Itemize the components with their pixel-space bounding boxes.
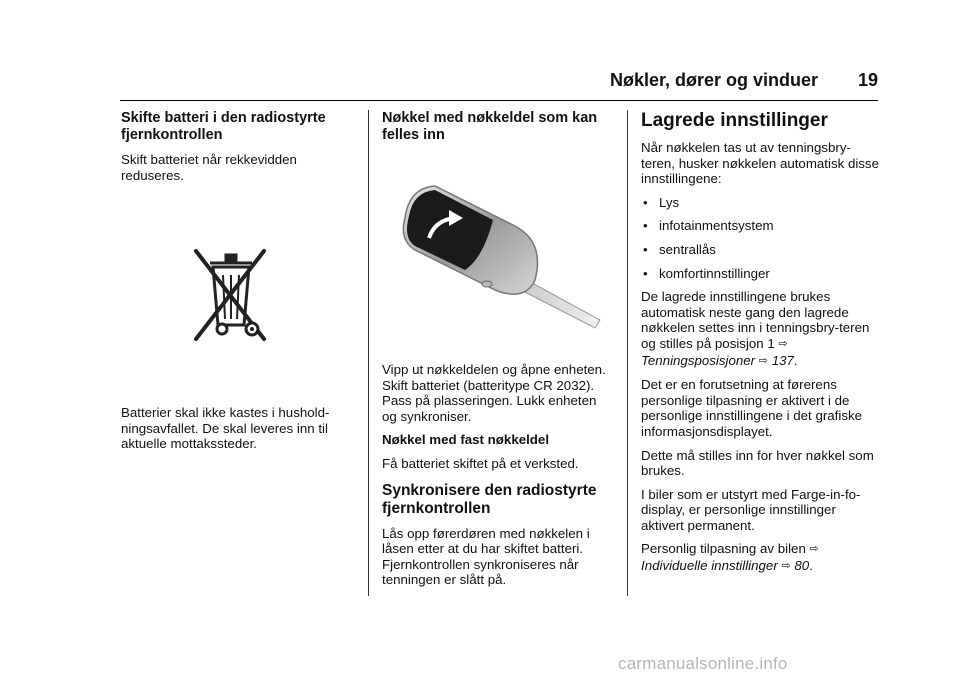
personalization-ref-text: Personlig tilpasning av bilen ⇨ Individuelle innstillinger ⇨ 80. xyxy=(641,541,819,574)
column-divider-1 xyxy=(368,110,369,596)
sync-text: Lås opp førerdøren med nøkkelen i låsen etter at du har skiftet batteri. Fjernkontrollen synkroniseres når tenningen er slått på. xyxy=(382,525,590,588)
sync-heading: Synkronisere den radiostyrte fjernkontrollen xyxy=(382,481,597,517)
bullet: • xyxy=(643,194,648,210)
settings-list xyxy=(641,195,881,281)
foldable-key-instructions: Vipp ut nøkkeldelen og åpne enheten. Skift batteriet (batteritype CR 2032). Pass på plasseringen. Lukk enheten og synkroniser. xyxy=(382,362,606,424)
column-3 xyxy=(641,110,881,583)
header-title: Nøkler, dører og vinduer xyxy=(609,70,818,90)
battery-intro: Skift batteriet når rekkevidden reduseres. xyxy=(121,152,297,183)
foldable-key-heading: Nøkkel med nøkkeldel som kan felles inn xyxy=(382,110,598,143)
list-item: • Lys xyxy=(643,194,680,210)
individual-settings-link[interactable]: Individuelle innstillinger xyxy=(641,558,778,574)
page-number: 19 xyxy=(857,70,878,90)
crossed-bin-icon xyxy=(190,245,270,345)
saved-settings-intro: Når nøkkelen tas ut av tenningsbry-teren, husker nøkkelen automatisk disse innstillingene: xyxy=(641,140,879,187)
per-key-text: Dette må stilles inn for hver nøkkel som brukes. xyxy=(641,447,874,479)
list-item: • infotainmentsystem xyxy=(643,218,774,234)
column-divider-2 xyxy=(627,110,628,596)
prerequisite-text: Det er en forutsetning at førerens personlige tilpasning er aktivert i de personlige innstillingene i det grafiske informasjonsdisplayet. xyxy=(641,377,863,439)
ignition-positions-link[interactable]: Tenningsposisjoner xyxy=(641,352,756,368)
bullet: • xyxy=(643,265,648,281)
color-info-text: I biler som er utstyrt med Farge-in-fo-display, er personlige innstillinger aktivert permanent. xyxy=(641,486,861,533)
key-fob-illustration xyxy=(395,180,605,330)
watermark: carmanualsonline.info xyxy=(618,654,788,673)
reference-arrow-icon: ⇨ xyxy=(809,543,819,556)
fixed-key-heading: Nøkkel med fast nøkkeldel xyxy=(382,432,550,448)
bullet: • xyxy=(643,241,648,257)
header-rule xyxy=(120,100,878,101)
auto-apply-text: De lagrede innstillingene brukes automatisk neste gang den lagrede nøkkelen settes inn i tenningsbry-teren og stilles på posisjon 1 ⇨ Tenningsposisjoner ⇨ 137. xyxy=(641,289,870,368)
reference-arrow-icon: ⇨ xyxy=(778,337,788,350)
reference-arrow-icon: ⇨ xyxy=(758,354,769,367)
saved-settings-heading: Lagrede innstillinger xyxy=(641,110,828,131)
bullet: • xyxy=(643,218,648,234)
battery-heading: Skifte batteri i den radiostyrte fjernkontrollen xyxy=(121,110,326,143)
fixed-key-text: Få batteriet skiftet på et verksted. xyxy=(382,455,579,471)
battery-disposal-note: Batterier skal ikke kastes i hushold-ningsavfallet. De skal leveres inn til aktuelle mottakssteder. xyxy=(121,405,330,452)
page-ref[interactable]: 80 xyxy=(794,558,810,574)
page-ref[interactable]: 137 xyxy=(771,352,794,368)
list-item: • sentrallås xyxy=(643,241,716,257)
page-header xyxy=(560,70,878,98)
list-item: • komfortinnstillinger xyxy=(643,265,770,281)
reference-arrow-icon: ⇨ xyxy=(781,560,791,573)
